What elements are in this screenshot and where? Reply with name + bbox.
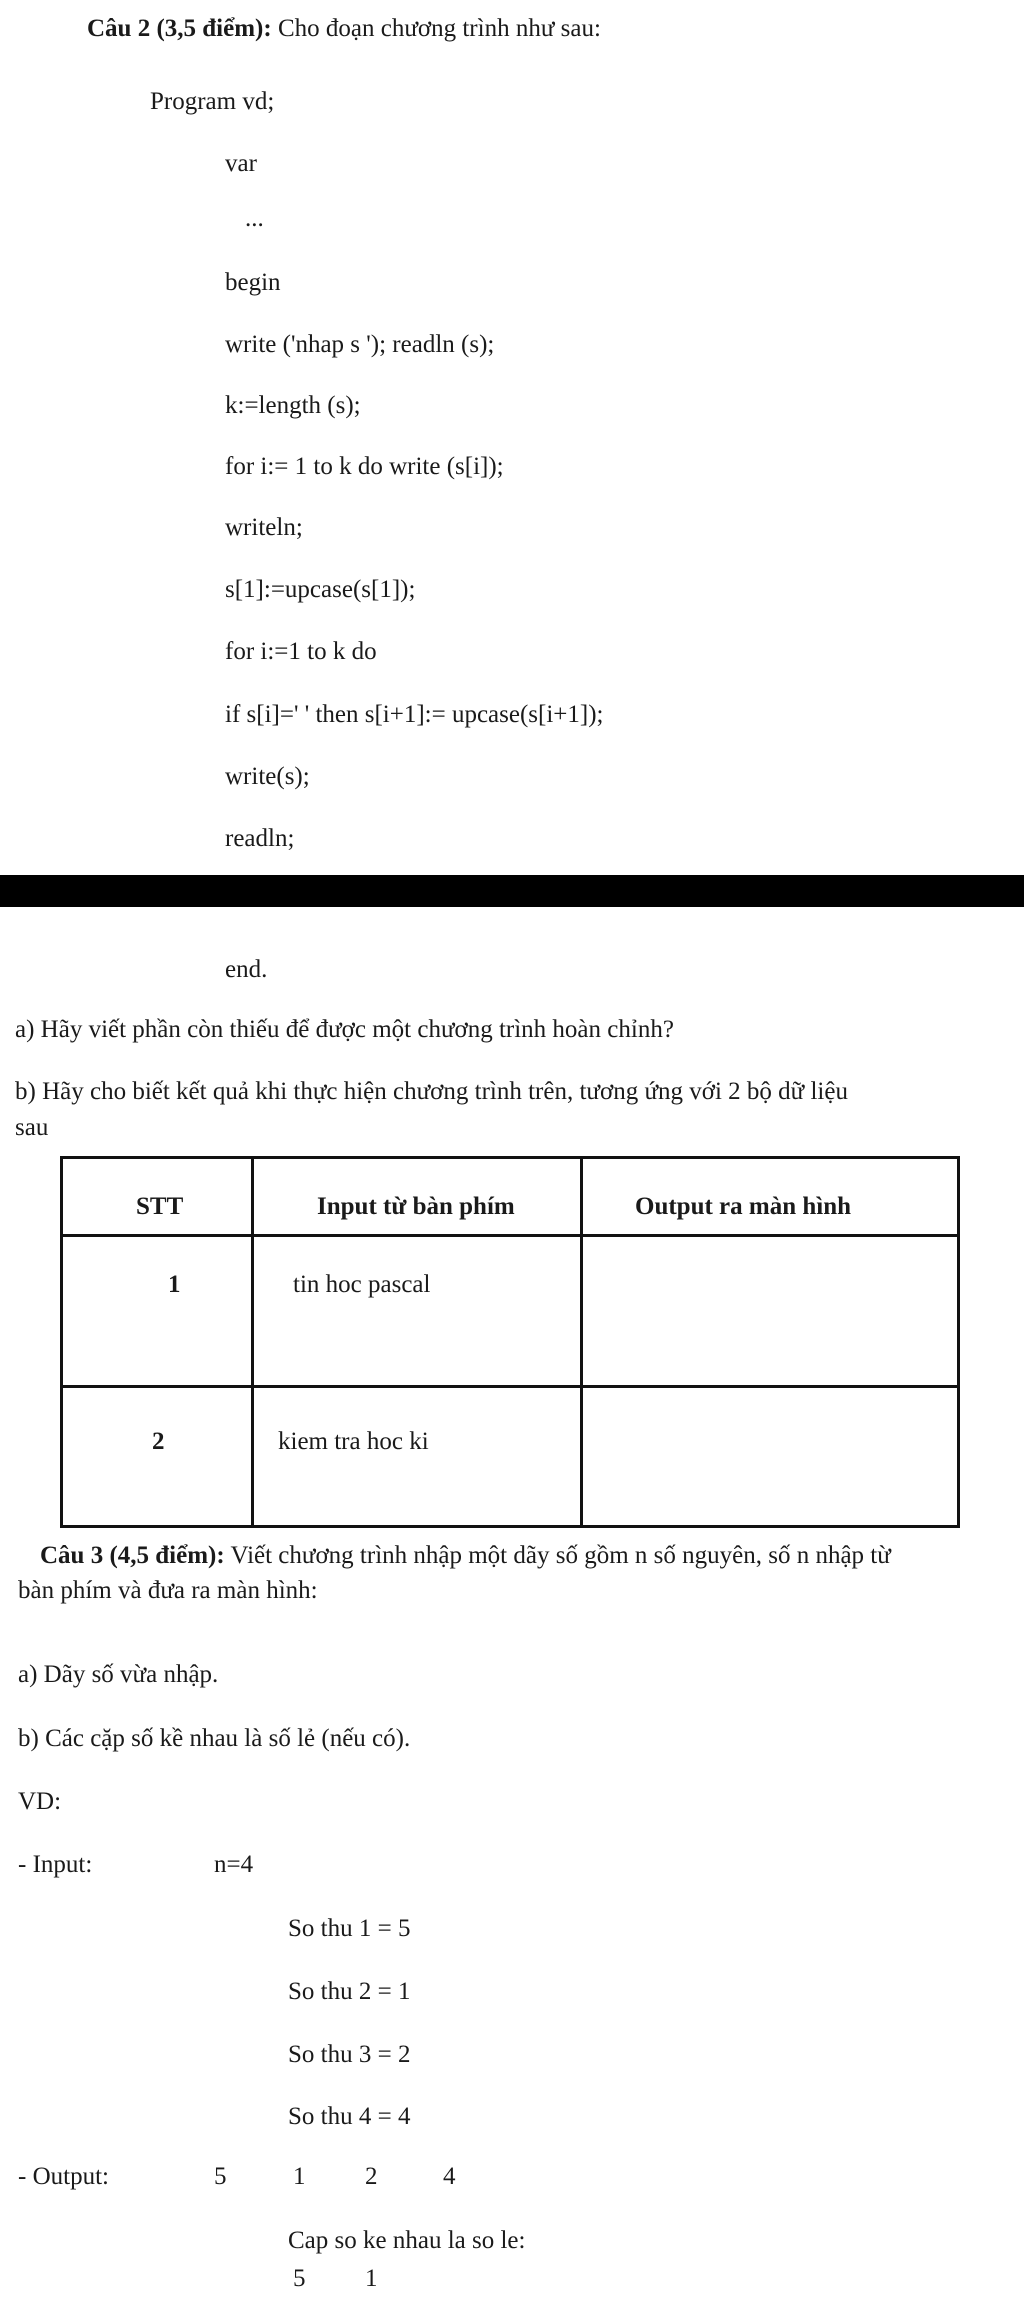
table-rule: [957, 1156, 960, 1528]
table-cell-input: tin hoc pascal: [293, 1271, 431, 1298]
q2-part-b: b) Hãy cho biết kết quả khi thực hiện chương trình trên, tương ứng với 2 bộ dữ liệu: [15, 1078, 848, 1105]
output-value: 1: [293, 2163, 306, 2190]
output-value: 5: [214, 2163, 227, 2190]
q2-part-b-cont: sau: [15, 1114, 49, 1141]
pair-value: 1: [365, 2265, 378, 2292]
code-line: write ('nhap s '); readln (s);: [225, 331, 495, 358]
q2-heading: [87, 14, 601, 44]
table-rule: [251, 1156, 254, 1528]
so-thu-line: So thu 3 = 2: [288, 2041, 411, 2068]
code-line: if s[i]=' ' then s[i+1]:= upcase(s[i+1]);: [225, 701, 604, 728]
q3-heading-text: Viết chương trình nhập một dãy số gồm n số nguyên, số n nhập từ: [224, 1542, 891, 1569]
q3-part-a: a) Dãy số vừa nhập.: [18, 1661, 219, 1688]
q3-heading-cont: bàn phím và đưa ra màn hình:: [18, 1577, 318, 1604]
table-rule: [60, 1234, 960, 1237]
program-line: Program vd;: [150, 88, 275, 115]
table-cell-stt: 1: [168, 1271, 181, 1298]
q2-heading-text: Cho đoạn chương trình như sau:: [271, 15, 601, 42]
so-thu-line: So thu 4 = 4: [288, 2103, 411, 2130]
output-value: 2: [365, 2163, 378, 2190]
q3-heading-bold: Câu 3 (4,5 điểm):: [40, 1542, 225, 1569]
code-line: ...: [245, 205, 264, 232]
table-header-input: Input từ bàn phím: [317, 1193, 515, 1220]
black-band-divider: [0, 875, 1024, 907]
pair-value: 5: [293, 2265, 306, 2292]
code-line: writeln;: [225, 514, 303, 541]
table-rule: [580, 1156, 583, 1528]
output-value: 4: [443, 2163, 456, 2190]
code-line: k:=length (s);: [225, 392, 361, 419]
table-rule: [60, 1385, 960, 1388]
input-value: n=4: [214, 1851, 254, 1878]
end-line: end.: [225, 956, 268, 983]
q2-heading-bold: Câu 2 (3,5 điểm):: [87, 15, 272, 42]
table-rule: [60, 1156, 960, 1159]
so-thu-line: So thu 2 = 1: [288, 1978, 411, 2005]
code-line: var: [225, 150, 257, 177]
table-cell-stt: 2: [152, 1428, 165, 1455]
q2-part-a: a) Hãy viết phần còn thiếu để được một chương trình hoàn chỉnh?: [15, 1016, 674, 1043]
example-label: VD:: [18, 1788, 62, 1815]
table-rule: [60, 1525, 960, 1528]
q3-heading: [40, 1541, 891, 1571]
input-label: - Input:: [18, 1851, 93, 1878]
q3-part-b: b) Các cặp số kề nhau là số lẻ (nếu có).: [18, 1725, 411, 1752]
code-line: s[1]:=upcase(s[1]);: [225, 576, 416, 603]
output-label: - Output:: [18, 2163, 109, 2190]
code-line: for i:= 1 to k do write (s[i]);: [225, 453, 504, 480]
table-header-stt: STT: [136, 1193, 184, 1220]
data-table: [60, 1156, 960, 1528]
table-cell-input: kiem tra hoc ki: [278, 1428, 429, 1455]
table-header-output: Output ra màn hình: [635, 1193, 852, 1220]
code-line: for i:=1 to k do: [225, 638, 377, 665]
so-thu-line: So thu 1 = 5: [288, 1915, 411, 1942]
code-line: begin: [225, 269, 281, 296]
pair-label: Cap so ke nhau la so le:: [288, 2227, 526, 2254]
code-line: readln;: [225, 825, 295, 852]
code-line: write(s);: [225, 763, 310, 790]
table-rule: [60, 1156, 63, 1528]
